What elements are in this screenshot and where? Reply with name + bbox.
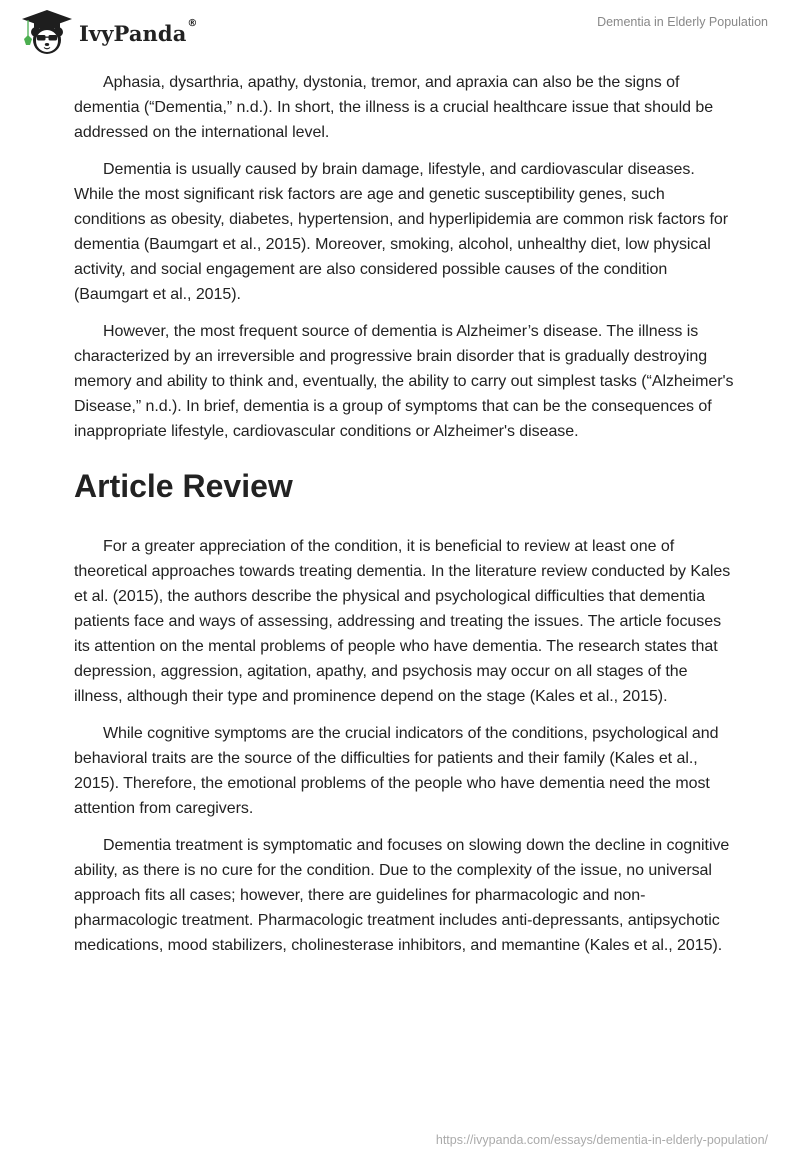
document-title: Dementia in Elderly Population bbox=[597, 15, 768, 29]
source-url-link[interactable]: https://ivypanda.com/essays/dementia-in-elderly-population/ bbox=[435, 1133, 768, 1147]
ivypanda-logo-link[interactable] bbox=[17, 8, 198, 56]
paragraph: Dementia treatment is symptomatic and focuses on slowing down the decline in cognitive ability, as there is no cure for the condition. Due to the complexity of the issue, no universal approach fits all cases; however, there are guidelines for pharmacologic and non-pharmacologic treatment. Pharmacologic treatment includes anti-depressants, antipsychotic medications, mood stabilizers, cholinesterase inhibitors, and memantine (Kales et al., 2015). bbox=[74, 837, 730, 954]
paragraph: For a greater appreciation of the condition, it is beneficial to review at least one of theoretical approaches towards treating dementia. In the literature review conducted by Kales et al. (2015), the authors describe the physical and psychological difficulties that dementia patients face and ways of assessing, addressing and treating the issues. The article focuses its attention on the mental problems of people who have dementia. The research states that depression, aggression, agitation, apathy, and psychosis may occur on all stages of the illness, although their type and prominence depend on the stage (Kales et al., 2015). bbox=[74, 538, 731, 705]
paragraph: However, the most frequent source of dementia is Alzheimer’s disease. The illness is characterized by an irreversible and progressive brain disorder that is gradually destroying memory and ability to think and, eventually, the ability to carry out simplest tasks (“Alzheimer's Disease,” n.d.). In brief, dementia is a group of symptoms that can be the consequences of inappropriate lifestyle, cardiovascular conditions or Alzheimer's disease. bbox=[74, 323, 734, 440]
paragraph: Aphasia, dysarthria, apathy, dystonia, tremor, and apraxia can also be the signs of dementia (“Dementia,” n.d.). In short, the illness is a crucial healthcare issue that should be addressed on the international level. bbox=[74, 74, 714, 141]
registered-mark: ® bbox=[187, 17, 198, 29]
brand-name: IvyPanda® bbox=[79, 17, 198, 46]
section-heading-article-review: Article Review bbox=[74, 468, 293, 504]
page-header bbox=[0, 0, 800, 60]
panda-graduate-icon bbox=[17, 8, 77, 56]
paragraph: While cognitive symptoms are the crucial indicators of the conditions, psychological and behavioral traits are the source of the difficulties for patients and their family (Kales et al., 2015). Therefore, the emotional problems of the people who have dementia need the most attention from caregivers. bbox=[74, 725, 719, 817]
paragraph: Dementia is usually caused by brain damage, lifestyle, and cardiovascular diseases. While the most significant risk factors are age and genetic susceptibility genes, such conditions as obesity, diabetes, hypertension, and hyperlipidemia are common risk factors for dementia (Baumgart et al., 2015). Moreover, smoking, alcohol, unhealthy diet, low physical activity, and social engagement are also considered possible causes of the condition (Baumgart et al., 2015). bbox=[74, 161, 729, 303]
essay-content bbox=[74, 70, 734, 970]
